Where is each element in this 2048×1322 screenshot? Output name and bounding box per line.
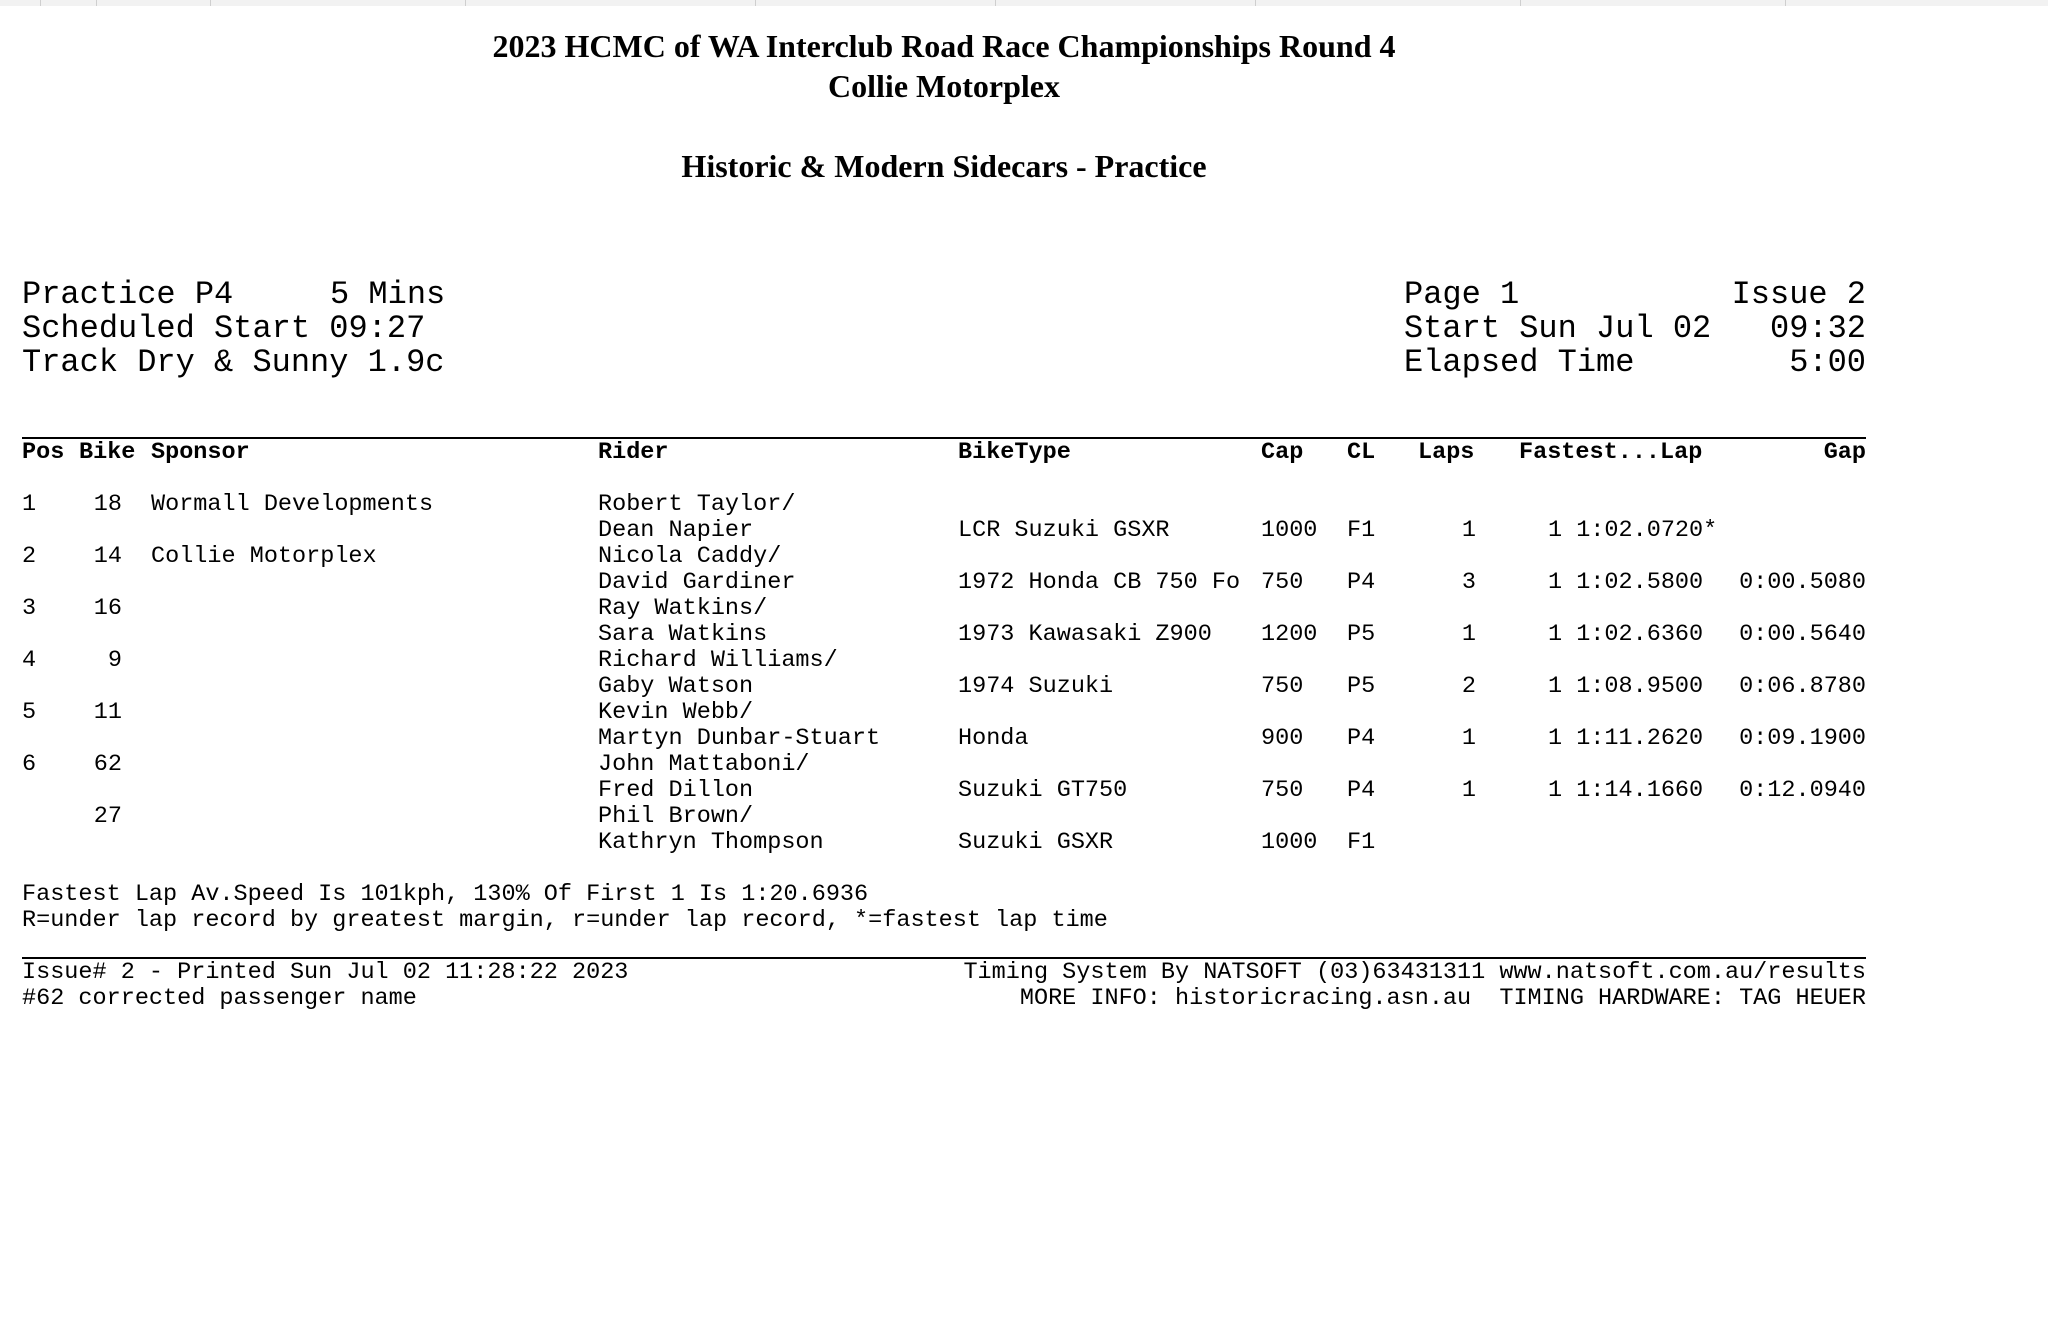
row-2-gap: 0:00.5080: [1739, 569, 1866, 596]
row-5-pos: 5: [22, 699, 37, 726]
row-3-cap: 1200: [1261, 621, 1318, 648]
row-2-passenger: David Gardiner: [598, 569, 796, 596]
row-7-rider: Phil Brown/: [598, 803, 754, 830]
row-2-bike: 14: [93, 543, 122, 570]
legend-note: R=under lap record by greatest margin, r=under lap record, *=fastest lap time: [22, 907, 1108, 934]
row-6-laps: 1: [1461, 777, 1476, 804]
row-5-gap: 0:09.1900: [1739, 725, 1866, 752]
browser-tab-strip: [0, 0, 2048, 6]
tab-strip-segment: [96, 0, 211, 6]
row-5-laps: 1: [1461, 725, 1476, 752]
row-4-fastest-lap: 1 1:08.9500: [1548, 673, 1704, 700]
row-5-cap: 900: [1261, 725, 1304, 752]
row-2-sponsor: Collie Motorplex: [151, 543, 377, 570]
row-5-cl: P4: [1347, 725, 1376, 752]
row-1-laps: 1: [1461, 517, 1476, 544]
row-4-passenger: Gaby Watson: [598, 673, 754, 700]
row-6-passenger: Fred Dillon: [598, 777, 754, 804]
col-header-bike: Bike: [79, 439, 136, 466]
row-5-fastest-lap: 1 1:11.2620: [1548, 725, 1704, 752]
tab-strip-segment: [210, 0, 466, 6]
row-4-pos: 4: [22, 647, 37, 674]
row-3-fastest-lap: 1 1:02.6360: [1548, 621, 1704, 648]
tab-strip-segment: [0, 0, 41, 6]
col-header-gap: Gap: [1823, 439, 1866, 466]
row-1-pos: 1: [22, 491, 37, 518]
row-6-cl: P4: [1347, 777, 1376, 804]
row-6-fastest-lap: 1 1:14.1660: [1548, 777, 1704, 804]
row-4-biketype: 1974 Suzuki: [958, 673, 1114, 700]
tab-strip-segment: [755, 0, 996, 6]
row-7-cl: F1: [1347, 829, 1376, 856]
row-1-bike: 18: [93, 491, 122, 518]
more-info-credit: MORE INFO: historicracing.asn.au TIMING HARDWARE: TAG HEUER: [1019, 985, 1866, 1012]
tab-strip-segment: [1255, 0, 1521, 6]
row-3-cl: P5: [1347, 621, 1376, 648]
row-3-laps: 1: [1461, 621, 1476, 648]
row-1-sponsor: Wormall Developments: [151, 491, 434, 518]
col-header-cap: Cap: [1261, 439, 1304, 466]
print-info: Issue# 2 - Printed Sun Jul 02 11:28:22 2023: [22, 959, 629, 986]
row-2-laps: 3: [1461, 569, 1476, 596]
issue-number: Issue 2: [1731, 276, 1866, 313]
row-2-pos: 2: [22, 543, 37, 570]
row-6-biketype: Suzuki GT750: [958, 777, 1128, 804]
row-1-cl: F1: [1347, 517, 1376, 544]
class-title: Historic & Modern Sidecars - Practice: [681, 148, 1207, 184]
timing-system-credit: Timing System By NATSOFT (03)63431311 www.natsoft.com.au/results: [963, 959, 1866, 986]
row-4-rider: Richard Williams/: [598, 647, 838, 674]
elapsed-label: Elapsed Time: [1404, 344, 1635, 381]
row-4-bike: 9: [107, 647, 122, 674]
correction-note: #62 corrected passenger name: [22, 985, 417, 1012]
track-condition: Track Dry & Sunny 1.9c: [22, 344, 445, 381]
col-header-cl: CL: [1347, 439, 1376, 466]
row-3-biketype: 1973 Kawasaki Z900: [958, 621, 1212, 648]
row-5-rider: Kevin Webb/: [598, 699, 754, 726]
row-6-rider: John Mattaboni/: [598, 751, 810, 778]
row-1-rider: Robert Taylor/: [598, 491, 796, 518]
tab-strip-segment: [40, 0, 97, 6]
row-3-bike: 16: [93, 595, 122, 622]
col-header-fastest-lap: Fastest...Lap: [1519, 439, 1703, 466]
tab-strip-segment: [465, 0, 756, 6]
col-header-biketype: BikeType: [958, 439, 1071, 466]
row-4-gap: 0:06.8780: [1739, 673, 1866, 700]
row-5-bike: 11: [93, 699, 122, 726]
start-label: Start Sun Jul 02: [1404, 310, 1712, 347]
col-header-pos: Pos: [22, 439, 65, 466]
row-6-cap: 750: [1261, 777, 1304, 804]
row-2-cap: 750: [1261, 569, 1304, 596]
venue-title: Collie Motorplex: [828, 68, 1060, 104]
row-2-cl: P4: [1347, 569, 1376, 596]
row-1-cap: 1000: [1261, 517, 1318, 544]
col-header-laps: Laps: [1418, 439, 1475, 466]
row-3-rider: Ray Watkins/: [598, 595, 768, 622]
row-3-gap: 0:00.5640: [1739, 621, 1866, 648]
row-5-passenger: Martyn Dunbar-Stuart: [598, 725, 881, 752]
row-2-rider: Nicola Caddy/: [598, 543, 782, 570]
fastest-lap-note: Fastest Lap Av.Speed Is 101kph, 130% Of First 1 Is 1:20.6936: [22, 881, 869, 908]
session-duration: 5 Mins: [330, 276, 446, 313]
row-7-bike: 27: [93, 803, 122, 830]
event-title: 2023 HCMC of WA Interclub Road Race Championships Round 4: [492, 28, 1396, 64]
row-6-bike: 62: [93, 751, 122, 778]
page-number: Page 1: [1404, 276, 1520, 313]
row-4-cap: 750: [1261, 673, 1304, 700]
session-name: Practice P4: [22, 276, 234, 313]
tab-strip-segment: [995, 0, 1256, 6]
row-2-fastest-lap: 1 1:02.5800: [1548, 569, 1704, 596]
row-7-passenger: Kathryn Thompson: [598, 829, 824, 856]
row-2-biketype: 1972 Honda CB 750 Fo: [958, 569, 1241, 596]
col-header-rider: Rider: [598, 439, 669, 466]
row-5-biketype: Honda: [958, 725, 1029, 752]
row-4-laps: 2: [1461, 673, 1476, 700]
row-1-passenger: Dean Napier: [598, 517, 754, 544]
row-1-fastest-lap: 1 1:02.0720*: [1548, 517, 1718, 544]
row-6-pos: 6: [22, 751, 37, 778]
scheduled-start: Scheduled Start 09:27: [22, 310, 426, 347]
tab-strip-segment: [1520, 0, 1786, 6]
elapsed-time: 5:00: [1789, 344, 1866, 381]
row-6-gap: 0:12.0940: [1739, 777, 1866, 804]
row-7-cap: 1000: [1261, 829, 1318, 856]
start-time: 09:32: [1769, 310, 1866, 347]
row-3-pos: 3: [22, 595, 37, 622]
col-header-sponsor: Sponsor: [151, 439, 250, 466]
row-7-biketype: Suzuki GSXR: [958, 829, 1114, 856]
row-4-cl: P5: [1347, 673, 1376, 700]
row-3-passenger: Sara Watkins: [598, 621, 768, 648]
row-1-biketype: LCR Suzuki GSXR: [958, 517, 1170, 544]
